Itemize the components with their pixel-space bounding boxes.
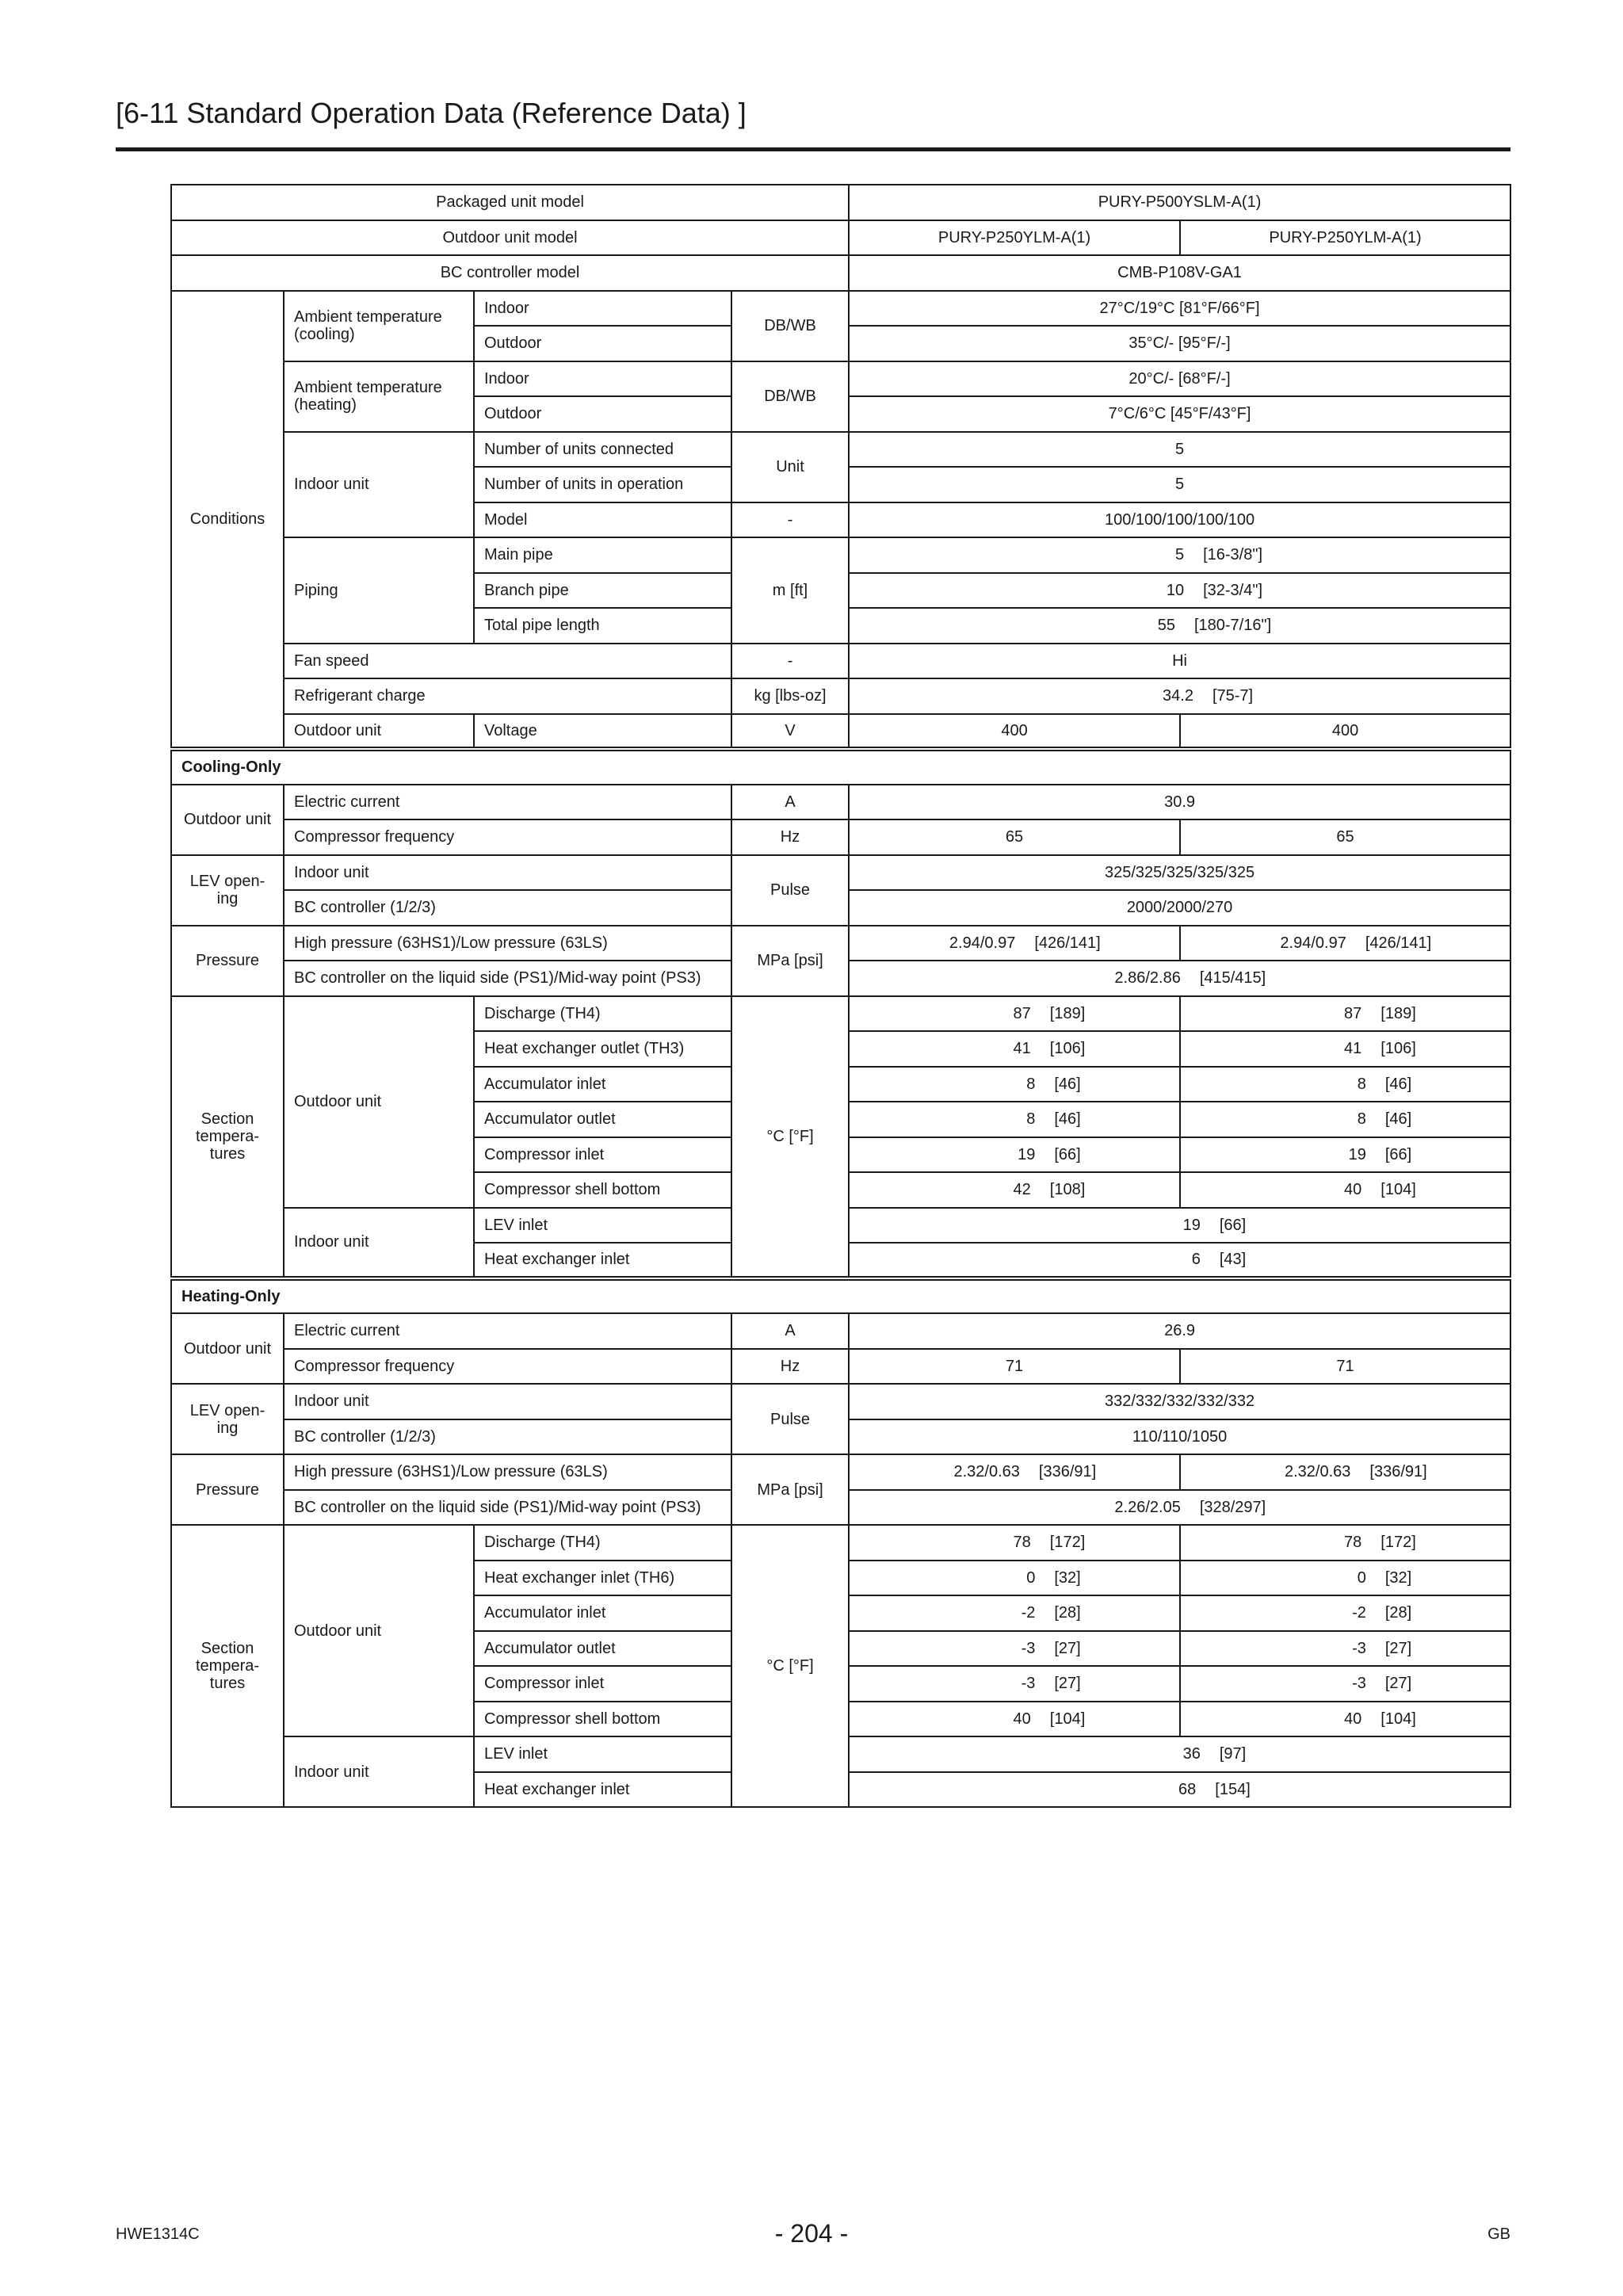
high-low-pressure-value: 2.94/0.97 [426/141]	[849, 926, 1180, 961]
refrigerant-label: Refrigerant charge	[284, 678, 731, 714]
heat-exchanger-inlet-label: Heat exchanger inlet (TH6)	[474, 1561, 731, 1596]
indoor-unit-label: Indoor unit	[284, 1736, 474, 1807]
pulse-unit: Pulse	[731, 855, 849, 926]
compressor-inlet-label: Compressor inlet	[474, 1137, 731, 1173]
electric-current-label: Electric current	[284, 1313, 731, 1349]
table-row	[171, 819, 1510, 855]
outdoor-unit-label: Outdoor unit	[284, 1525, 474, 1736]
total-pipe-label: Total pipe length	[474, 608, 731, 644]
dash-unit: -	[731, 502, 849, 538]
temperature-value: 8 [46]	[1180, 1102, 1510, 1137]
dash-unit: -	[731, 644, 849, 679]
table-row	[171, 1525, 1510, 1561]
temperature-value: 8 [46]	[1180, 1067, 1510, 1102]
units-connected-value: 5	[849, 432, 1510, 468]
outdoor-label: Outdoor	[474, 396, 731, 432]
lev-bc-value: 2000/2000/270	[849, 890, 1510, 926]
voltage-label: Voltage	[474, 714, 731, 750]
document-code: HWE1314C	[116, 2225, 200, 2243]
compressor-frequency-value: 65	[849, 819, 1180, 855]
temperature-value: 0 [32]	[849, 1561, 1180, 1596]
refrigerant-value: 34.2 [75-7]	[849, 678, 1510, 714]
table-row	[171, 855, 1510, 891]
units-operation-label: Number of units in operation	[474, 467, 731, 502]
bc-model-value: CMB-P108V-GA1	[849, 255, 1510, 291]
discharge-label: Discharge (TH4)	[474, 1525, 731, 1561]
lev-opening-label: LEV open-ing	[171, 1384, 284, 1454]
pressure-label: Pressure	[171, 1454, 284, 1525]
compressor-frequency-label: Compressor frequency	[284, 1349, 731, 1385]
page-number: - 204 -	[774, 2219, 849, 2248]
branch-pipe-label: Branch pipe	[474, 573, 731, 609]
lev-opening-label: LEV open-ing	[171, 855, 284, 926]
bc-liquid-pressure-label: BC controller on the liquid side (PS1)/Mid-way point (PS3)	[284, 1490, 731, 1526]
table-row	[171, 1384, 1510, 1419]
temperature-value: 41 [106]	[1180, 1031, 1510, 1067]
heat-exchanger-inlet-value: 6 [43]	[849, 1243, 1510, 1278]
table-row	[171, 714, 1510, 750]
outdoor-model-label: Outdoor unit model	[171, 220, 849, 256]
high-low-pressure-value: 2.94/0.97 [426/141]	[1180, 926, 1510, 961]
temperature-value: -3 [27]	[1180, 1666, 1510, 1702]
table-row	[171, 1313, 1510, 1349]
voltage-value: 400	[1180, 714, 1510, 750]
indoor-label: Indoor	[474, 291, 731, 327]
temperature-value: -2 [28]	[849, 1595, 1180, 1631]
table-row	[171, 1454, 1510, 1490]
table-row	[171, 537, 1510, 573]
accumulator-inlet-label: Accumulator inlet	[474, 1595, 731, 1631]
main-pipe-value: 5 [16-3/8"]	[849, 537, 1510, 573]
heating-indoor-temp: 20°C/- [68°F/-]	[849, 361, 1510, 397]
bc-liquid-pressure-value: 2.86/2.86 [415/415]	[849, 961, 1510, 996]
bc-liquid-pressure-label: BC controller on the liquid side (PS1)/Mid-way point (PS3)	[284, 961, 731, 996]
table-row	[171, 432, 1510, 468]
compressor-shell-label: Compressor shell bottom	[474, 1172, 731, 1208]
outdoor-unit-label: Outdoor unit	[171, 785, 284, 855]
m-ft-unit: m [ft]	[731, 537, 849, 644]
lev-inlet-value: 36 [97]	[849, 1736, 1510, 1772]
discharge-label: Discharge (TH4)	[474, 996, 731, 1032]
title-divider	[116, 147, 1510, 151]
table-row	[171, 1349, 1510, 1385]
dbwb-unit: DB/WB	[731, 361, 849, 432]
temperature-value: 8 [46]	[849, 1067, 1180, 1102]
fan-speed-label: Fan speed	[284, 644, 731, 679]
lev-indoor-value: 325/325/325/325/325	[849, 855, 1510, 891]
temperature-value: 78 [172]	[1180, 1525, 1510, 1561]
main-pipe-label: Main pipe	[474, 537, 731, 573]
ambient-heating-label: Ambient temperature (heating)	[284, 361, 474, 432]
compressor-frequency-value: 71	[1180, 1349, 1510, 1385]
heating-outdoor-temp: 7°C/6°C [45°F/43°F]	[849, 396, 1510, 432]
fan-speed-value: Hi	[849, 644, 1510, 679]
outdoor-model-value: PURY-P250YLM-A(1)	[1180, 220, 1510, 256]
compressor-frequency-label: Compressor frequency	[284, 819, 731, 855]
packaged-model-label: Packaged unit model	[171, 185, 849, 220]
lev-inlet-value: 19 [66]	[849, 1208, 1510, 1244]
pressure-label: Pressure	[171, 926, 284, 996]
section-temperatures-label: Section tempera-tures	[171, 1525, 284, 1807]
page-title: [6-11 Standard Operation Data (Reference Data) ]	[116, 97, 747, 129]
indoor-unit-label: Indoor unit	[284, 855, 731, 891]
dbwb-unit: DB/WB	[731, 291, 849, 361]
lev-inlet-label: LEV inlet	[474, 1736, 731, 1772]
bc-controller-label: BC controller (1/2/3)	[284, 890, 731, 926]
electric-current-label: Electric current	[284, 785, 731, 820]
table-row	[171, 185, 1510, 220]
high-low-pressure-value: 2.32/0.63 [336/91]	[1180, 1454, 1510, 1490]
standard-operation-data-table	[170, 184, 1511, 1808]
unit-unit: Unit	[731, 432, 849, 502]
temperature-value: 40 [104]	[1180, 1172, 1510, 1208]
lev-inlet-label: LEV inlet	[474, 1208, 731, 1244]
table-row	[171, 785, 1510, 820]
outdoor-model-value: PURY-P250YLM-A(1)	[849, 220, 1180, 256]
indoor-unit-label: Indoor unit	[284, 1384, 731, 1419]
table-row	[171, 644, 1510, 679]
temperature-value: 42 [108]	[849, 1172, 1180, 1208]
bc-controller-label: BC controller (1/2/3)	[284, 1419, 731, 1455]
temperature-value: 41 [106]	[849, 1031, 1180, 1067]
temperature-value: 0 [32]	[1180, 1561, 1510, 1596]
packaged-model-value: PURY-P500YSLM-A(1)	[849, 185, 1510, 220]
pulse-unit: Pulse	[731, 1384, 849, 1454]
temperature-value: 19 [66]	[1180, 1137, 1510, 1173]
v-unit: V	[731, 714, 849, 750]
branch-pipe-value: 10 [32-3/4"]	[849, 573, 1510, 609]
outdoor-unit-label: Outdoor unit	[284, 714, 474, 750]
outdoor-label: Outdoor	[474, 326, 731, 361]
temperature-value: 40 [104]	[849, 1702, 1180, 1737]
table-row	[171, 361, 1510, 397]
temperature-value: 87 [189]	[849, 996, 1180, 1032]
compressor-shell-label: Compressor shell bottom	[474, 1702, 731, 1737]
ambient-cooling-label: Ambient temperature (cooling)	[284, 291, 474, 361]
table-row	[171, 255, 1510, 291]
accumulator-inlet-label: Accumulator inlet	[474, 1067, 731, 1102]
model-label: Model	[474, 502, 731, 538]
conditions-label: Conditions	[171, 291, 284, 750]
table-row	[171, 220, 1510, 256]
high-low-pressure-label: High pressure (63HS1)/Low pressure (63LS)	[284, 926, 731, 961]
model-value: 100/100/100/100/100	[849, 502, 1510, 538]
accumulator-outlet-label: Accumulator outlet	[474, 1631, 731, 1667]
units-connected-label: Number of units connected	[474, 432, 731, 468]
heat-exchanger-inlet-label: Heat exchanger inlet	[474, 1243, 731, 1278]
electric-current-value: 26.9	[849, 1313, 1510, 1349]
a-unit: A	[731, 1313, 849, 1349]
language-code: GB	[1487, 2225, 1510, 2243]
section-temperatures-label: Section tempera-tures	[171, 996, 284, 1278]
indoor-unit-label: Indoor unit	[284, 1208, 474, 1278]
bc-model-label: BC controller model	[171, 255, 849, 291]
table-row	[171, 291, 1510, 327]
table-row	[171, 678, 1510, 714]
temperature-value: 78 [172]	[849, 1525, 1180, 1561]
compressor-frequency-value: 65	[1180, 819, 1510, 855]
section-header-row	[171, 1278, 1510, 1314]
high-low-pressure-label: High pressure (63HS1)/Low pressure (63LS)	[284, 1454, 731, 1490]
lev-bc-value: 110/110/1050	[849, 1419, 1510, 1455]
indoor-label: Indoor	[474, 361, 731, 397]
bc-liquid-pressure-value: 2.26/2.05 [328/297]	[849, 1490, 1510, 1526]
units-operation-value: 5	[849, 467, 1510, 502]
outdoor-unit-label: Outdoor unit	[171, 1313, 284, 1384]
piping-label: Piping	[284, 537, 474, 644]
heat-exchanger-outlet-label: Heat exchanger outlet (TH3)	[474, 1031, 731, 1067]
temperature-value: -3 [27]	[1180, 1631, 1510, 1667]
heating-section-title: Heating-Only	[171, 1278, 1510, 1314]
accumulator-outlet-label: Accumulator outlet	[474, 1102, 731, 1137]
temperature-unit: °C [°F]	[731, 1525, 849, 1807]
electric-current-value: 30.9	[849, 785, 1510, 820]
a-unit: A	[731, 785, 849, 820]
temperature-value: 40 [104]	[1180, 1702, 1510, 1737]
table-row	[171, 926, 1510, 961]
cooling-outdoor-temp: 35°C/- [95°F/-]	[849, 326, 1510, 361]
temperature-value: 8 [46]	[849, 1102, 1180, 1137]
temperature-value: -2 [28]	[1180, 1595, 1510, 1631]
hz-unit: Hz	[731, 819, 849, 855]
section-header-row	[171, 749, 1510, 785]
indoor-unit-label: Indoor unit	[284, 432, 474, 538]
hz-unit: Hz	[731, 1349, 849, 1385]
cooling-indoor-temp: 27°C/19°C [81°F/66°F]	[849, 291, 1510, 327]
cooling-section-title: Cooling-Only	[171, 749, 1510, 785]
total-pipe-value: 55 [180-7/16"]	[849, 608, 1510, 644]
high-low-pressure-value: 2.32/0.63 [336/91]	[849, 1454, 1180, 1490]
temperature-value: 87 [189]	[1180, 996, 1510, 1032]
compressor-frequency-value: 71	[849, 1349, 1180, 1385]
compressor-inlet-label: Compressor inlet	[474, 1666, 731, 1702]
outdoor-unit-label: Outdoor unit	[284, 996, 474, 1208]
mpa-psi-unit: MPa [psi]	[731, 926, 849, 996]
mpa-psi-unit: MPa [psi]	[731, 1454, 849, 1525]
voltage-value: 400	[849, 714, 1180, 750]
heat-exchanger-inlet-label: Heat exchanger inlet	[474, 1772, 731, 1808]
lev-indoor-value: 332/332/332/332/332	[849, 1384, 1510, 1419]
temperature-value: -3 [27]	[849, 1666, 1180, 1702]
temperature-unit: °C [°F]	[731, 996, 849, 1278]
temperature-value: -3 [27]	[849, 1631, 1180, 1667]
kg-lbs-unit: kg [lbs-oz]	[731, 678, 849, 714]
temperature-value: 19 [66]	[849, 1137, 1180, 1173]
heat-exchanger-inlet-value: 68 [154]	[849, 1772, 1510, 1808]
table-row	[171, 996, 1510, 1032]
